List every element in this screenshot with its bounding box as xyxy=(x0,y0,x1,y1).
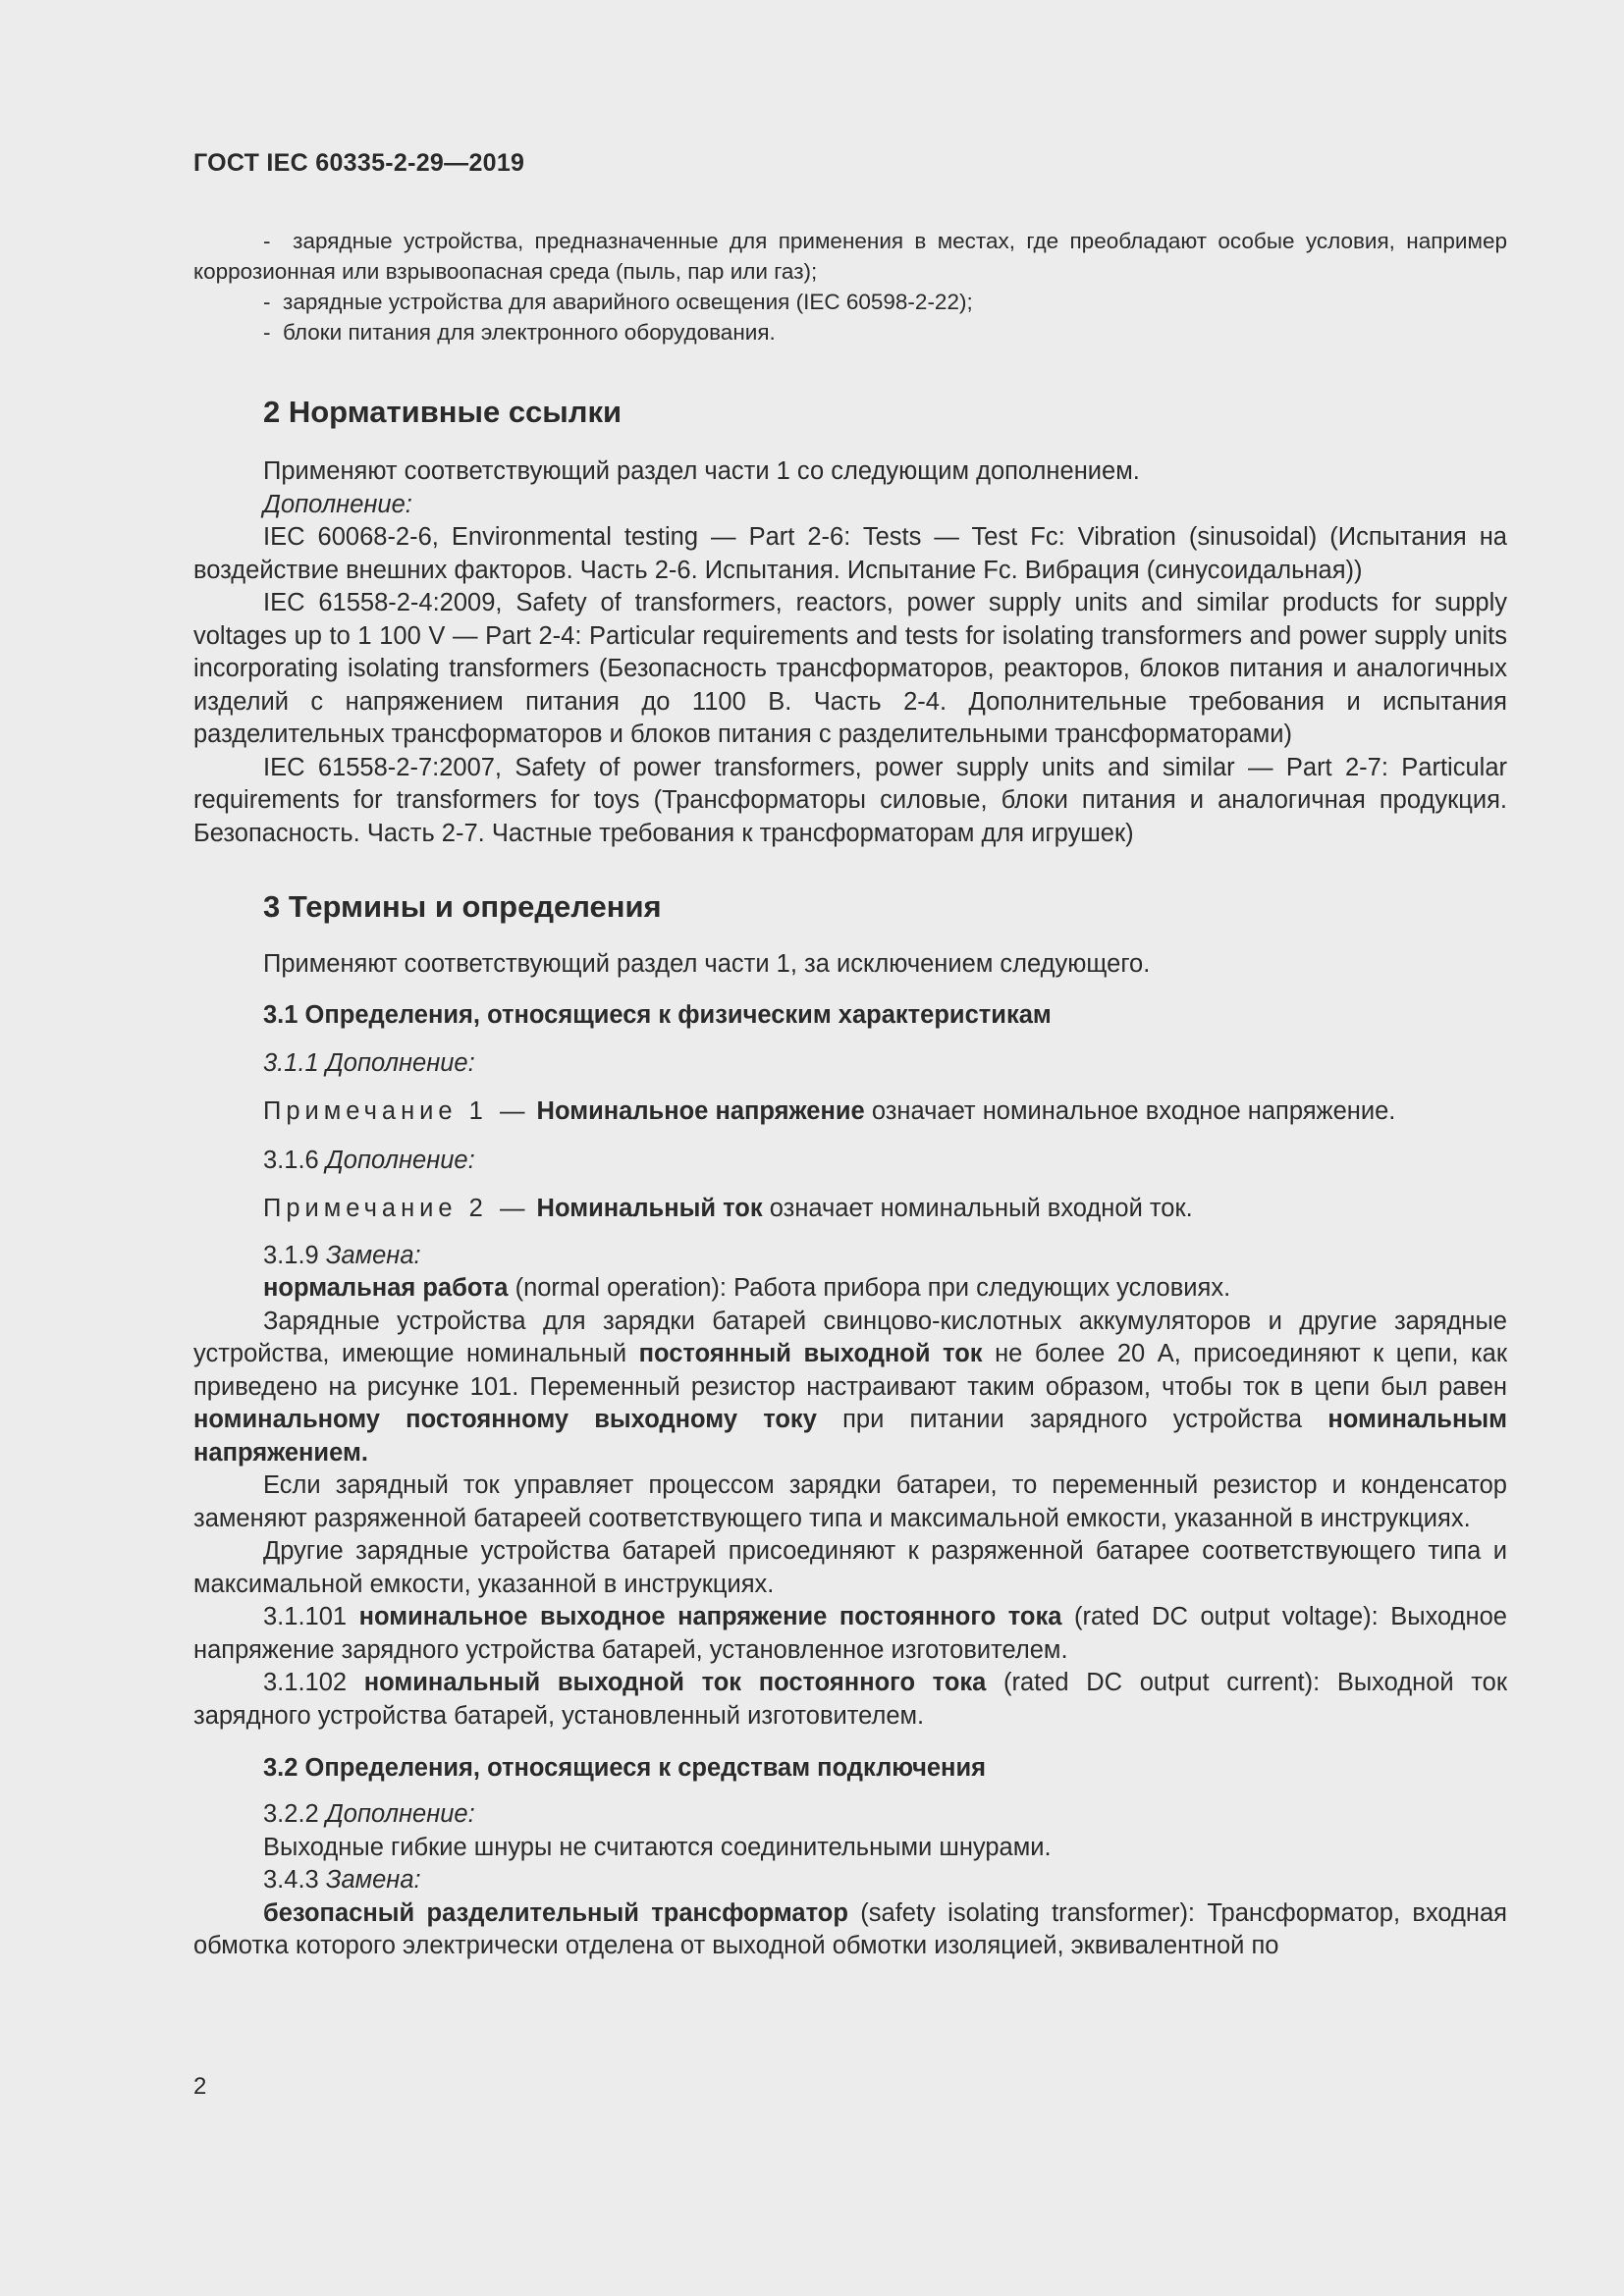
definition-3-1-102: 3.1.102 номинальный выходной ток постоянного тока (rated DC output current): Выходной ток зарядного устройства батарей, установленный изготовителем. xyxy=(193,1669,1507,1730)
note-2: Примечание 2 — Номинальный ток означает номинальный входной ток. xyxy=(263,1195,1193,1222)
paragraph: Зарядные устройства для зарядки батарей свинцово-кислотных аккумуляторов и другие зарядные устройства, имеющие номинальный постоянный выходной ток не более 20 А, присоединяют к цепи, как приведено на рисунке 101. Переменный резистор настраивают таким образом, чтобы ток в цепи был равен номинальному постоянному выходному току при питании зарядного устройства номинальным напряжением. xyxy=(193,1307,1507,1467)
subsection-heading: 3.2 Определения, относящиеся к средствам подключения xyxy=(263,1754,987,1782)
definition-3-1-101: 3.1.101 номинальное выходное напряжение постоянного тока (rated DC output voltage): Выходное напряжение зарядного устройства батарей, установленное изготовителем. xyxy=(193,1603,1507,1664)
reference-item: IEC 60068-2-6, Environmental testing — Part 2-6: Tests — Test Fc: Vibration (sinusoidal) (Испытания на воздействие внешних факторов. Часть 2-6. Испытания. Испытание Fc. Вибрация (синусоидальная)) xyxy=(193,523,1507,584)
list-item: - зарядные устройства для аварийного освещения (IEC 60598-2-22); xyxy=(263,290,973,314)
clause-3-2-2: 3.2.2 Дополнение: xyxy=(263,1800,475,1828)
clause-3-1-6: 3.1.6 Дополнение: xyxy=(263,1146,475,1174)
note-1: Примечание 1 — Номинальное напряжение означает номинальное входное напряжение. xyxy=(263,1097,1396,1125)
definition-normal-operation: нормальная работа (normal operation): Работа прибора при следующих условиях. xyxy=(263,1274,1231,1302)
paragraph: Выходные гибкие шнуры не считаются соединительными шнурами. xyxy=(263,1833,1052,1861)
section-terms xyxy=(193,889,1507,1963)
section-heading: 3 Термины и определения xyxy=(263,889,662,924)
clause-3-4-3: 3.4.3 Замена: xyxy=(263,1866,421,1894)
reference-item: IEC 61558-2-4:2009, Safety of transformers, reactors, power supply units and similar products for supply voltages up to 1 100 V — Part 2-4: Particular requirements and tests for isolating transformers and power supply units incorporating isolating transformers (Безопасность трансформаторов, реакторов, блоков питания и аналогичных изделий с напряжением питания до 1100 В. Часть 2-4. Дополнительные требования и испытания разделительных трансформаторов и блоков питания с разделительными трансформаторами) xyxy=(193,589,1507,748)
reference-item: IEC 61558-2-7:2007, Safety of power transformers, power supply units and similar — Part 2-7: Particular requirements for transformers for toys (Трансформаторы силовые, блоки питания и аналогичная продукция. Безопасность. Часть 2-7. Частные требования к трансформаторам для игрушек) xyxy=(193,753,1507,847)
list-item: - зарядные устройства, предназначенные для применения в местах, где преобладают особые условия, например коррозионная или взрывоопасная среда (пыль, пар или газ); xyxy=(193,229,1507,284)
addition-label: Дополнение: xyxy=(263,490,412,518)
clause-3-1-9: 3.1.9 Замена: xyxy=(263,1241,421,1269)
section-lead: Применяют соответствующий раздел части 1 со следующим дополнением. xyxy=(263,457,1140,485)
definition-safety-isolating-transformer: безопасный разделительный трансформатор (safety isolating transformer): Трансформатор, входная обмотка которого электрически отделена от выходной обмотки изоляцией, эквивалентной по xyxy=(193,1898,1507,1959)
page-content xyxy=(193,226,1507,1963)
section-lead: Применяют соответствующий раздел части 1, за исключением следующего. xyxy=(263,950,1151,978)
subsection-heading: 3.1 Определения, относящиеся к физическим характеристикам xyxy=(263,1000,1052,1029)
section-heading: 2 Нормативные ссылки xyxy=(263,395,623,429)
page-number: 2 xyxy=(193,2073,207,2100)
paragraph: Другие зарядные устройства батарей присоединяют к разряженной батарее соответствующего типа и максимальной емкости, указанной в инструкциях. xyxy=(193,1537,1507,1598)
intro-list xyxy=(193,226,1507,347)
clause-3-1-1: 3.1.1 Дополнение: xyxy=(263,1048,475,1077)
document-header: ГОСТ IEC 60335-2-29—2019 xyxy=(193,149,525,177)
paragraph: Если зарядный ток управляет процессом зарядки батареи, то переменный резистор и конденсатор заменяют разряженной батареей соответствующего типа и максимальной емкости, указанной в инструкциях. xyxy=(193,1471,1507,1532)
section-normative-references xyxy=(193,395,1507,850)
list-item: - блоки питания для электронного оборудования. xyxy=(263,320,776,345)
